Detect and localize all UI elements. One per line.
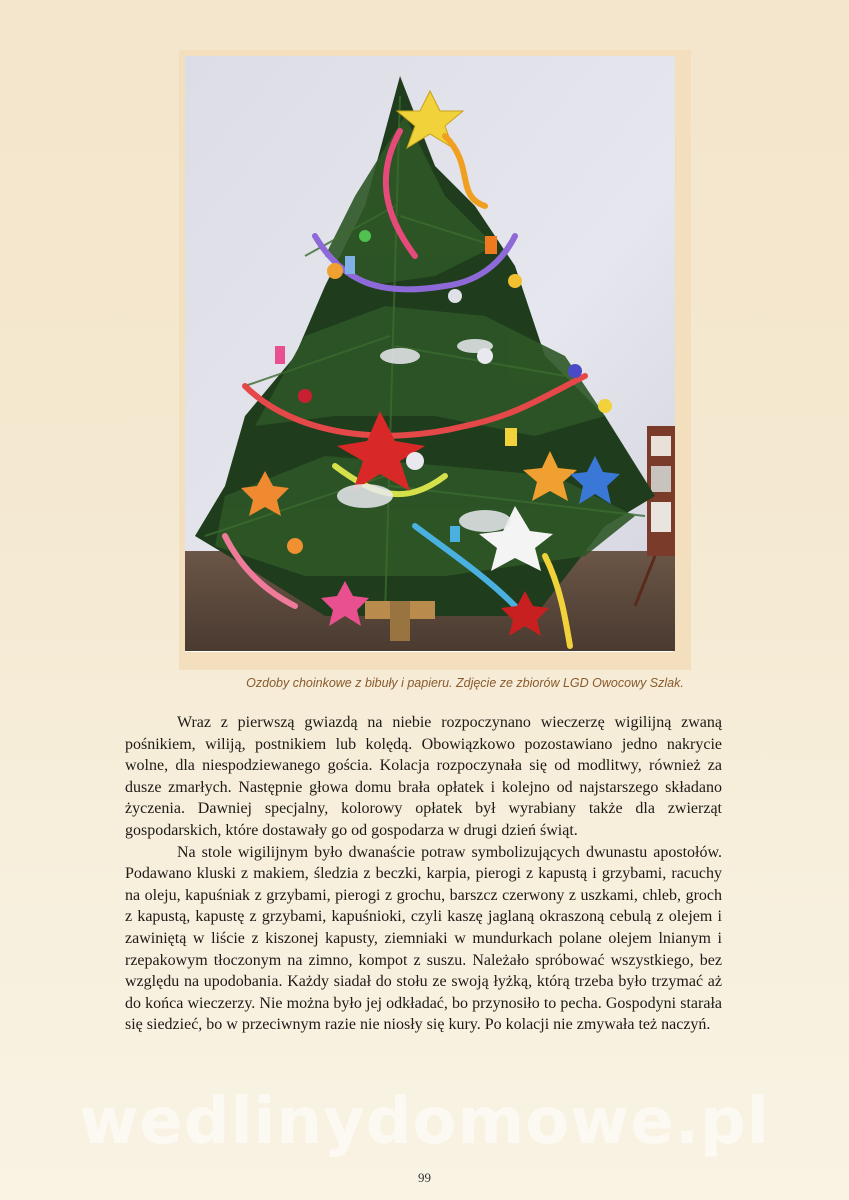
body-text [125,712,722,1036]
christmas-tree-photo [185,56,675,651]
page-number: 99 [418,1170,431,1185]
watermark-text: wedlinydomowe.pl [79,1085,770,1159]
photo-frame [179,50,691,670]
photo-caption: Ozdoby choinkowe z bibuły i papieru. Zdjęcie ze zbiorów LGD Owocowy Szlak. [246,676,684,690]
paragraph-1: Wraz z pierwszą gwiazdą na niebie rozpoczynano wieczerzę wigilijną zwaną pośnikiem, wiliją, postnikiem lub kolędą. Obowiązkowo pozostawiano jedno nakrycie wolne, dla niespodziewanego gościa. Kolacja rozpoczynała się od modlitwy, również za dusze zmarłych. Następnie głowa domu brała opłatek i kolejno od najstarszego składano życzenia. Dawniej specjalny, kolorowy opłatek był wyrabiany także dla zwierząt gospodarskich, które dostawały go od gospodarza w drugi dzień świąt. [125,714,722,839]
paragraph-2: Na stole wigilijnym było dwanaście potraw symbolizujących dwunastu apostołów. Podawano kluski z makiem, śledzia z beczki, karpia, pierogi z kapustą i grzybami, racuchy na oleju, kapuśniak z grzybami, pierogi z grochu, barszcz czerwony z uszkami, chleb, groch z kapustą, kapustę z grzybami, kapuśnioki, czyli kaszę jaglaną okraszoną cebulą z olejem i zawiniętą w liście z kiszonej kapusty, ziemniaki w mundurkach polane olejem lnianym i rzepakowym tłoczonym na zimno, kompot z suszu. Należało spróbować wszystkiego, bez względu na upodobania. Każdy siadał do stołu ze swoją łyżką, którą trzeba było trzymać aż do końca wieczerzy. Nie można było jej odkładać, bo przynosiło to pecha. Gospodyni starała się siedzieć, bo w przeciwnym razie nie niosły się kury. Po kolacji nie zmywała też naczyń. [125,843,722,1034]
